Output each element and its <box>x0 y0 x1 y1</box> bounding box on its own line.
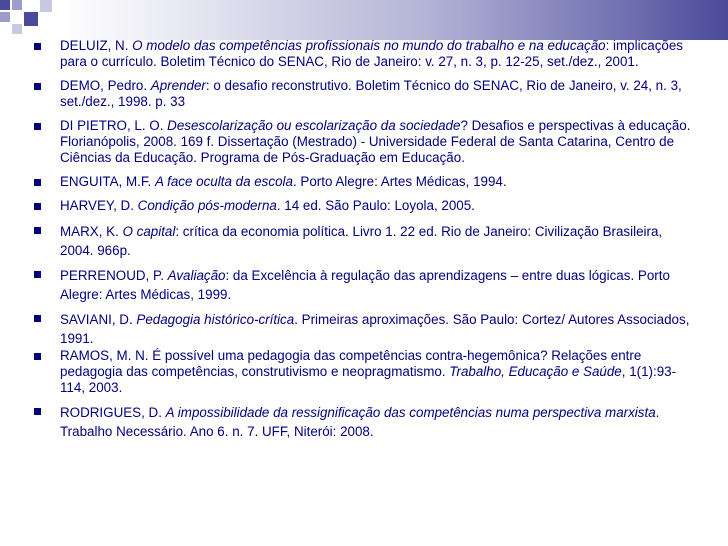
bullet-icon <box>34 83 41 90</box>
reference-title: A face oculta da escola <box>154 174 293 189</box>
bullet-icon <box>34 408 41 415</box>
bullet-icon <box>34 315 41 322</box>
reference-item <box>34 174 694 190</box>
reference-author: RAMOS, M. N. É possível uma pedagogia das competências contra-hegemônica? Relações entre pedagogia das competências, construtivismo e neopragmatismo. <box>60 348 642 379</box>
reference-details: : o desafio reconstrutivo. Boletim Técnico do SENAC, Rio de Janeiro, v. 24, n. 3, set./dez., 1998. p. 33 <box>60 78 682 109</box>
reference-author: MARX, K. <box>60 224 123 239</box>
banner-square <box>0 0 10 10</box>
banner-gradient <box>60 0 728 40</box>
reference-item <box>34 266 694 304</box>
reference-title: Trabalho, Educação e Saúde <box>449 364 622 379</box>
bullet-icon <box>34 179 41 186</box>
reference-title: O modelo das competências profissionais no mundo do trabalho e na educação <box>132 38 606 53</box>
reference-author: SAVIANI, D. <box>60 312 137 327</box>
reference-author: DELUIZ, N. <box>60 38 133 53</box>
reference-details: . Primeiras aproximações. São Paulo: Cortez/ Autores Associados, 1991. <box>60 312 690 346</box>
reference-author: DEMO, Pedro. <box>60 78 151 93</box>
reference-author: DI PIETRO, L. O. <box>60 118 168 133</box>
reference-item <box>34 198 694 214</box>
bullet-icon <box>34 123 41 130</box>
reference-item <box>34 348 694 396</box>
reference-author: HARVEY, D. <box>60 198 138 213</box>
reference-details: : da Excelência à regulação das aprendizagens – entre duas lógicas. Porto Alegre: Artes Médicas, 1999. <box>60 268 670 302</box>
reference-details: . 14 ed. São Paulo: Loyola, 2005. <box>276 198 475 213</box>
reference-title: Pedagogia histórico-crítica <box>136 312 295 327</box>
bullet-icon <box>34 203 41 210</box>
reference-author: RODRIGUES, D. <box>60 405 166 420</box>
reference-title: A impossibilidade da ressignificação das competências numa perspectiva marxista <box>165 405 656 420</box>
banner-square <box>12 24 22 34</box>
reference-item <box>34 222 694 260</box>
reference-details: ? Desafios e perspectivas à educação. Florianópolis, 2008. 169 f. Dissertação (Mestrado) - Universidade Federal de Santa Catarina, Centro de Ciências da Educação. Programa de Pós-Graduação em Educação. <box>60 118 691 165</box>
reference-title: Avaliação <box>167 268 226 283</box>
reference-item <box>34 403 694 441</box>
reference-title: Condição pós-moderna <box>137 198 277 213</box>
reference-item <box>34 310 694 348</box>
reference-author: ENGUITA, M.F. <box>60 174 155 189</box>
reference-item <box>34 118 694 166</box>
reference-item <box>34 78 694 110</box>
reference-details: : crítica da economia política. Livro 1. 22 ed. Rio de Janeiro: Civilização Brasileira, 2004. 966p. <box>60 224 663 258</box>
bullet-icon <box>34 227 41 234</box>
reference-title: Aprender <box>150 78 206 93</box>
reference-title: O capital <box>122 224 176 239</box>
reference-details: . Trabalho Necessário. Ano 6. n. 7. UFF, Niterói: 2008. <box>60 405 660 439</box>
bullet-icon <box>34 271 41 278</box>
reference-details: . Porto Alegre: Artes Médicas, 1994. <box>292 174 507 189</box>
bullet-icon <box>34 43 41 50</box>
reference-details: , 1(1):93-114, 2003. <box>60 364 677 395</box>
reference-list <box>34 38 694 441</box>
bullet-icon <box>34 353 41 360</box>
banner-square <box>12 0 22 10</box>
reference-author: PERRENOUD, P. <box>60 268 168 283</box>
slide-banner <box>0 0 728 40</box>
reference-title: Desescolarização ou escolarização da sociedade <box>167 118 461 133</box>
banner-square <box>40 0 52 12</box>
banner-square <box>0 12 10 22</box>
banner-square <box>24 12 38 26</box>
reference-details: : implicações para o currículo. Boletim Técnico do SENAC, Rio de Janeiro: v. 27, n. 3, p. 12-25, set./dez., 2001. <box>60 38 684 69</box>
reference-item <box>34 38 694 70</box>
